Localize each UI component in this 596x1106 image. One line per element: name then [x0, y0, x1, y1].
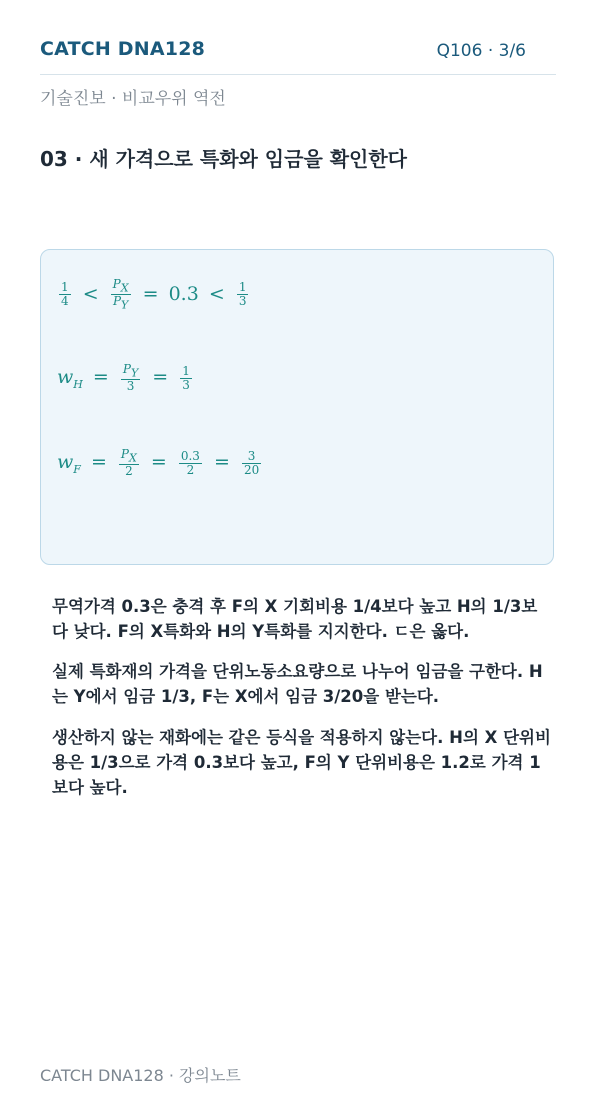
fraction	[180, 365, 192, 392]
fraction	[121, 363, 140, 393]
fraction	[237, 281, 249, 308]
section-title: 03 · 새 가격으로 특화와 임금을 확인한다	[40, 147, 408, 171]
denominator: 3	[126, 379, 135, 394]
fraction	[59, 281, 71, 308]
brand-title: CATCH DNA128	[40, 38, 206, 60]
numerator: 1	[238, 280, 247, 295]
value: 0.3	[168, 282, 199, 305]
numerator: 0.3	[180, 448, 200, 463]
numerator: 3	[242, 450, 261, 464]
fraction	[119, 448, 139, 478]
fraction	[179, 450, 202, 477]
formula-wage-f	[57, 448, 263, 478]
fraction	[242, 450, 261, 477]
explanation-paragraph: 실제 특화재의 가격을 단위노동소요량으로 나누어 임금을 구한다. H는 Y에서 임금 1/3, F는 X에서 임금 3/20을 받는다.	[52, 662, 543, 706]
denominator: 4	[61, 294, 69, 309]
numerator: $P_X$	[120, 447, 137, 465]
operator: =	[150, 451, 167, 474]
denominator: $P_Y$	[112, 294, 129, 312]
operator: <	[82, 282, 99, 305]
numerator: $P_Y$	[122, 362, 139, 380]
subtitle: 기술진보 · 비교우위 역전	[40, 89, 226, 109]
operator: =	[214, 451, 230, 474]
operator: =	[90, 451, 107, 474]
denominator: 3	[238, 294, 247, 309]
denominator: 2	[186, 462, 195, 477]
denominator: 20	[243, 462, 260, 477]
variable: $w_H$	[57, 366, 83, 391]
explanation-paragraph: 무역가격 0.3은 충격 후 F의 X 기회비용 1/4보다 높고 H의 1/3보다 낮다. F의 X특화와 H의 Y특화를 지지한다. ㄷ은 옳다.	[52, 597, 538, 641]
denominator: 2	[125, 464, 133, 479]
operator: =	[142, 282, 159, 305]
operator: =	[92, 366, 109, 389]
numerator: 1	[182, 363, 190, 378]
question-counter: Q106 · 3/6	[436, 41, 526, 61]
footer: CATCH DNA128 · 강의노트	[40, 1066, 241, 1085]
numerator: $P_X$	[112, 277, 129, 295]
operator: =	[152, 366, 169, 389]
explanation-paragraph: 생산하지 않는 재화에는 같은 등식을 적용하지 않는다. H의 X 단위비용은 1/3으로 가격 0.3보다 높고, F의 Y 단위비용은 1.2로 가격 1보다 높다.	[52, 728, 551, 797]
formula-box	[40, 249, 554, 565]
denominator: 3	[182, 377, 190, 392]
header	[40, 36, 556, 75]
variable: $w_F$	[57, 451, 81, 476]
formula-wage-h	[57, 363, 194, 393]
numerator: 1	[61, 280, 69, 295]
fraction	[111, 278, 131, 312]
operator: <	[208, 282, 225, 305]
formula-price-range	[57, 278, 250, 312]
